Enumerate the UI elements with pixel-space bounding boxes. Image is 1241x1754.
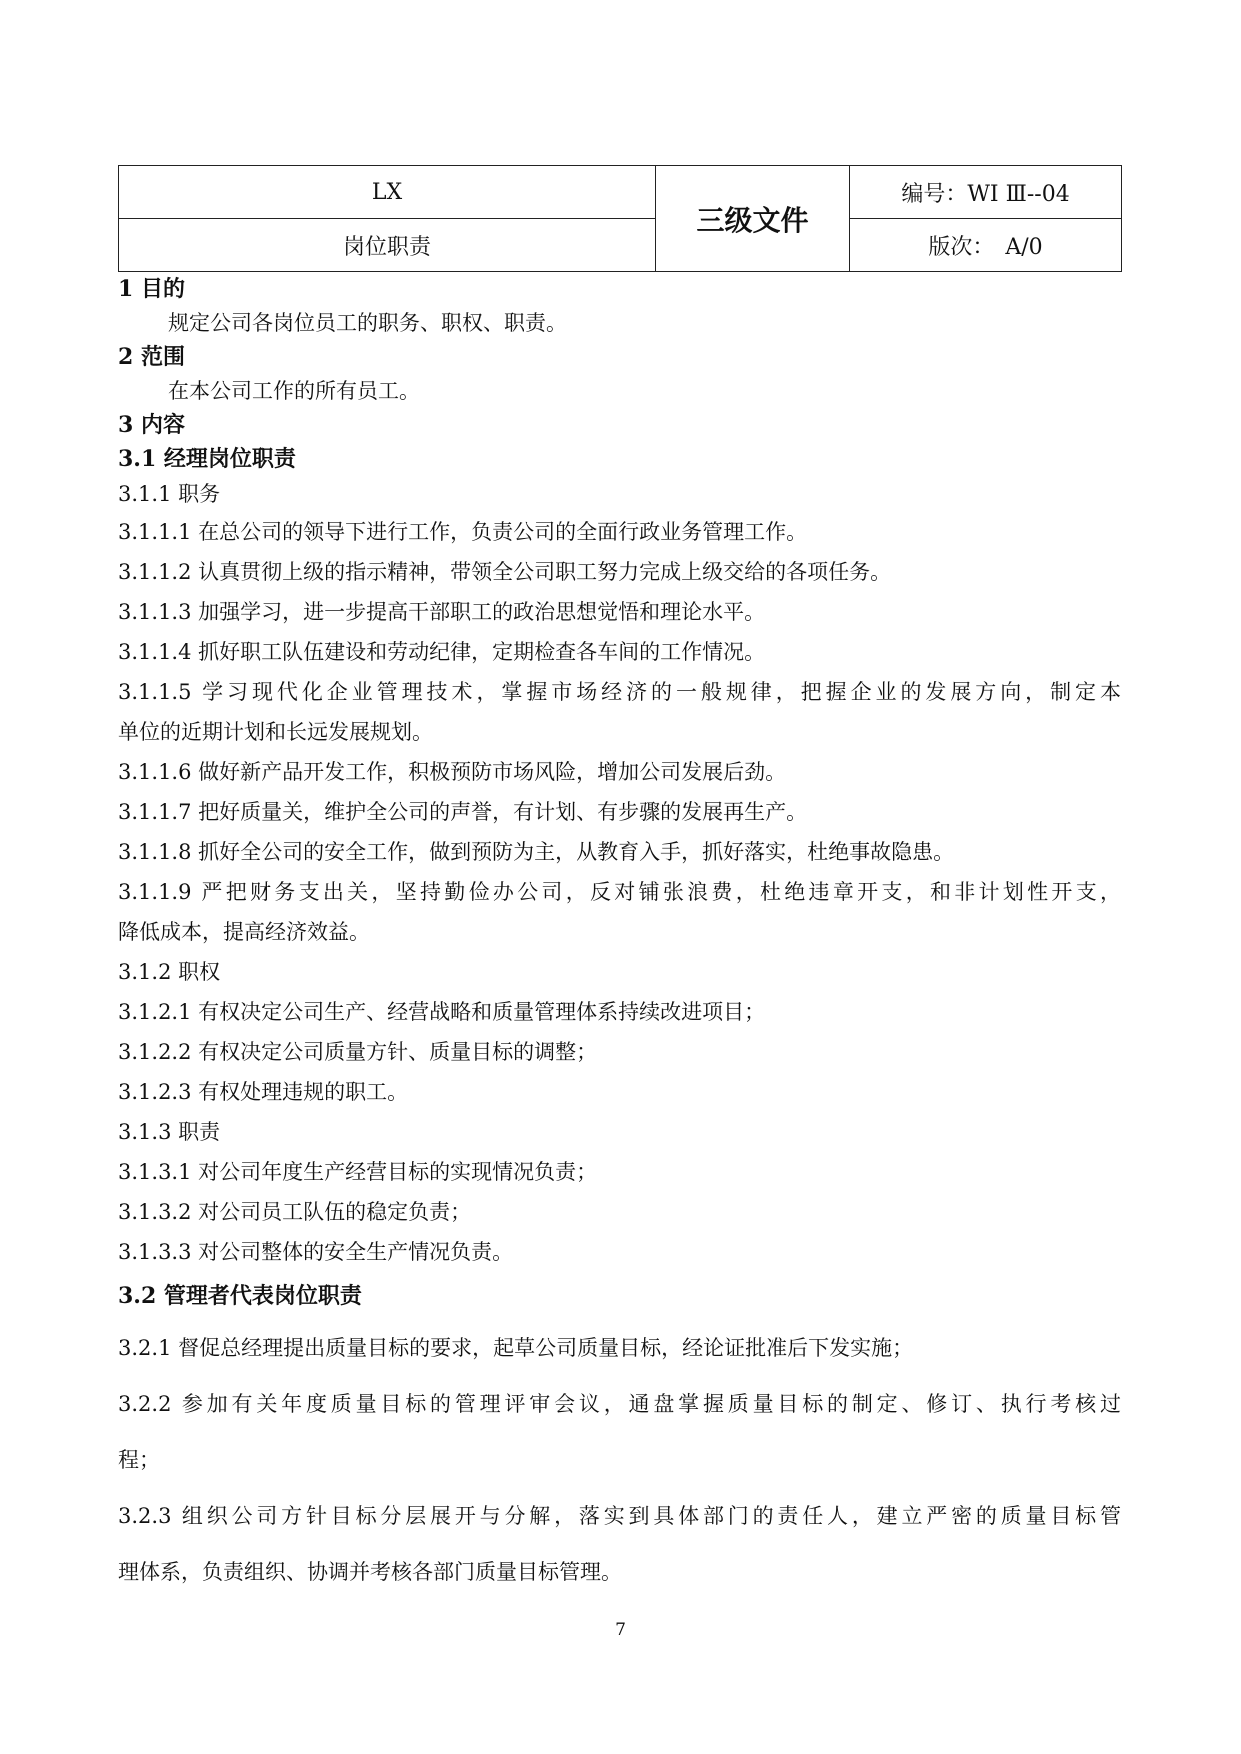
list-item: 3.1.1.9 严把财务支出关，坚持勤俭办公司，反对铺张浪费，杜绝违章开支，和非计划性开支， — [118, 880, 1121, 904]
section-heading-3-1: 3.1 经理岗位职责 — [118, 446, 296, 472]
section-heading-3-2: 3.2 管理者代表岗位职责 — [118, 1283, 362, 1309]
list-item: 3.1.1.5 学习现代化企业管理技术，掌握市场经济的一般规律，把握企业的发展方向，制定本 — [118, 680, 1121, 704]
list-item: 3.1.2.2 有权决定公司质量方针、质量目标的调整； — [118, 1040, 598, 1064]
section-text-2: 在本公司工作的所有员工。 — [168, 379, 420, 403]
list-item: 降低成本，提高经济效益。 — [118, 920, 370, 944]
list-item: 3.1.1.2 认真贯彻上级的指示精神，带领全公司职工努力完成上级交给的各项任务。 — [118, 560, 892, 584]
list-item: 3.1.1.4 抓好职工队伍建设和劳动纪律，定期检查各车间的工作情况。 — [118, 640, 766, 664]
document-title-cell: 岗位职责 — [119, 219, 656, 272]
list-item: 3.1.2.1 有权决定公司生产、经营战略和质量管理体系持续改进项目； — [118, 1000, 766, 1024]
subsection-heading-3-1-1: 3.1.1 职务 — [118, 482, 221, 506]
list-item: 单位的近期计划和长远发展规划。 — [118, 720, 433, 744]
list-item: 理体系，负责组织、协调并考核各部门质量目标管理。 — [118, 1560, 622, 1584]
version-cell: 版次： A/0 — [850, 219, 1122, 272]
list-item: 3.1.1.3 加强学习，进一步提高干部职工的政治思想觉悟和理论水平。 — [118, 600, 766, 624]
document-body — [118, 272, 1121, 1600]
list-item: 3.1.1.6 做好新产品开发工作，积极预防市场风险，增加公司发展后劲。 — [118, 760, 787, 784]
document-header-table — [118, 165, 1122, 272]
subsection-heading-3-1-3: 3.1.3 职责 — [118, 1120, 221, 1144]
subsection-heading-3-1-2: 3.1.2 职权 — [118, 960, 221, 984]
list-item: 3.2.3 组织公司方针目标分层展开与分解，落实到具体部门的责任人，建立严密的质量目标管 — [118, 1504, 1121, 1528]
section-heading-3: 3 内容 — [118, 412, 185, 438]
list-item: 3.2.2 参加有关年度质量目标的管理评审会议，通盘掌握质量目标的制定、修订、执行考核过 — [118, 1392, 1121, 1416]
document-level-cell: 三级文件 — [656, 166, 850, 272]
list-item: 3.1.3.2 对公司员工队伍的稳定负责； — [118, 1200, 472, 1224]
list-item: 3.1.1.7 把好质量关，维护全公司的声誉，有计划、有步骤的发展再生产。 — [118, 800, 808, 824]
section-text-1: 规定公司各岗位员工的职务、职权、职责。 — [168, 311, 567, 335]
list-item: 3.1.1.1 在总公司的领导下进行工作，负责公司的全面行政业务管理工作。 — [118, 520, 808, 544]
list-item: 3.1.3.3 对公司整体的安全生产情况负责。 — [118, 1240, 514, 1264]
document-code-cell: 编号：WI Ⅲ--04 — [850, 166, 1122, 219]
section-heading-1: 1 目的 — [118, 276, 185, 302]
list-item: 3.1.2.3 有权处理违规的职工。 — [118, 1080, 409, 1104]
page-number: 7 — [615, 1620, 626, 1640]
list-item: 3.2.1 督促总经理提出质量目标的要求，起草公司质量目标，经论证批准后下发实施； — [118, 1336, 914, 1360]
list-item: 3.1.3.1 对公司年度生产经营目标的实现情况负责； — [118, 1160, 598, 1184]
list-item: 3.1.1.8 抓好全公司的安全工作，做到预防为主，从教育入手，抓好落实，杜绝事故隐患。 — [118, 840, 955, 864]
section-heading-2: 2 范围 — [118, 344, 185, 370]
list-item: 程； — [118, 1448, 160, 1472]
company-name-cell: LX — [119, 166, 656, 219]
